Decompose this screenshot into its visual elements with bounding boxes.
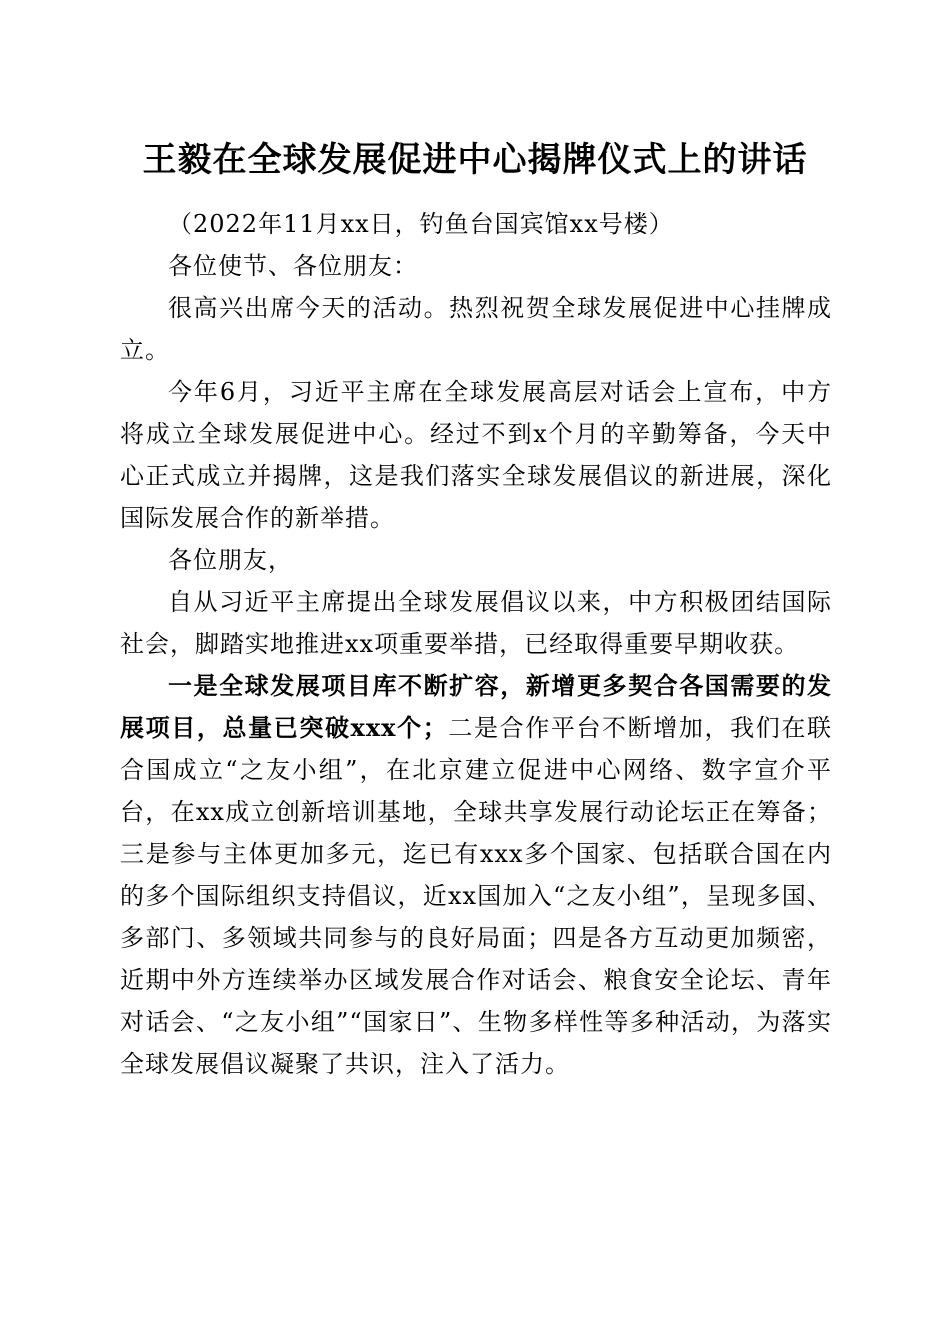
paragraph-text: 各位朋友， — [168, 546, 293, 574]
document-title: 王毅在全球发展促进中心揭牌仪式上的讲话 — [142, 140, 808, 180]
paragraph-text: 很高兴出席今天的活动。热烈祝贺全球发展促进中心挂牌成立。 — [120, 294, 832, 364]
paragraph-opening — [120, 287, 832, 371]
paragraph-progress — [120, 581, 832, 665]
document-body — [120, 203, 832, 1085]
paragraph-text: 今年6月，习近平主席在全球发展高层对话会上宣布，中方将成立全球发展促进中心。经过不到x个月的辛勤筹备，今天中心正式成立并揭牌，这是我们落实全球发展倡议的新进展，深化国际发展合作的新举措。 — [120, 378, 832, 532]
paragraph-date-location — [120, 203, 832, 245]
paragraph-text: 二是合作平台不断增加，我们在联合国成立“之友小组”，在北京建立促进中心网络、数字宣介平台，在xx成立创新培训基地，全球共享发展行动论坛正在筹备；三是参与主体更加多元，迄已有xxx多个国家、包括联合国在内的多个国际组织支持倡议，近xx国加入“之友小组”，呈现多国、多部门、多领域共同参与的良好局面；四是各方互动更加频密，近期中外方连续举办区域发展合作对话会、粮食安全论坛、青年对话会、“之友小组”“国家日”、生物多样性等多种活动，为落实全球发展倡议凝聚了共识，注入了活力。 — [120, 714, 833, 1078]
paragraph-salutation — [120, 245, 832, 287]
paragraph-announcement — [120, 371, 832, 539]
paragraph-text: 自从习近平主席提出全球发展倡议以来，中方积极团结国际社会，脚踏实地推进xx项重要举措，已经取得重要早期收获。 — [120, 588, 832, 658]
paragraph-bold-text: 一是全球发展项目库不断扩容，新增更多契合各国需要的发展项目，总量已突破xxx个； — [120, 671, 832, 742]
paragraph-text: （2022年11月xx日，钓鱼台国宾馆xx号楼） — [168, 210, 674, 238]
paragraph-address — [120, 539, 832, 581]
paragraph-achievements — [120, 665, 832, 1085]
paragraph-text: 各位使节、各位朋友： — [168, 252, 418, 280]
